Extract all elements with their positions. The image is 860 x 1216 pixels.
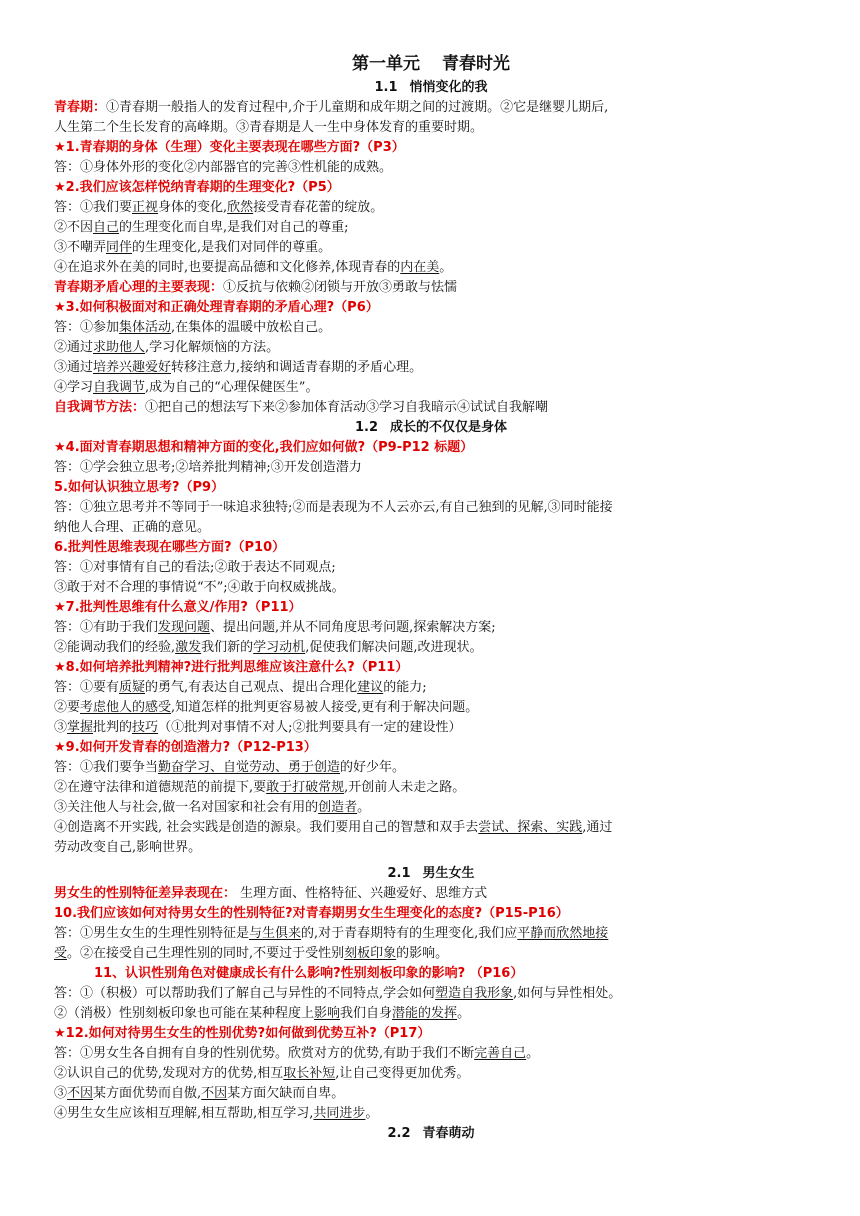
answer-9-line-1 (54, 758, 808, 778)
question-8: ★8.如何培养批判精神?进行批判思维应该注意什么?（P11） (54, 660, 409, 675)
text: 的勇气,有表达自己观点、提出合理化 (145, 680, 358, 695)
keyword: 同伴 (106, 240, 133, 255)
answer-7-line-2 (54, 638, 808, 658)
unit-title (54, 52, 808, 76)
question-11: 11、认识性别角色对健康成长有什么影响?性别刻板印象的影响? （P16） (94, 966, 524, 981)
question-9: ★9.如何开发青春的创造潜力?（P12-P13） (54, 740, 317, 755)
text: 转移注意力,接纳和调适青春期的矛盾心理。 (171, 360, 423, 375)
text: 。②在接受自己生理性别的同时,不要过于受性别 (67, 946, 345, 961)
text: ③ (54, 720, 68, 735)
question-3: ★3.如何积极面对和正确处理青春期的矛盾心理?（P6） (54, 300, 379, 315)
text: ②不因 (54, 220, 94, 235)
keyword: 质疑 (119, 680, 146, 695)
text: ,通过 (582, 820, 613, 835)
text: 答：①我们要 (54, 200, 133, 215)
text: 答：①有助于我们 (54, 620, 159, 635)
text: 某方面优势而自傲, (93, 1086, 202, 1101)
keyword: 正视 (132, 200, 159, 215)
answer-2-line-3 (54, 238, 808, 258)
keyword: 共同进步 (313, 1106, 366, 1121)
text: 的生理变化,是我们对同伴的尊重。 (132, 240, 332, 255)
text: ②要 (54, 700, 81, 715)
keyword: 内在美 (400, 260, 440, 275)
unit-name: 青春时光 (442, 54, 510, 74)
keyword: 求助他人 (93, 340, 146, 355)
keyword: 与生俱来 (249, 926, 302, 941)
text: ,学习化解烦恼的方法。 (145, 340, 280, 355)
text: ,让自己变得更加优秀。 (335, 1066, 470, 1081)
answer-5-line-1: 答：①独立思考并不等同于一味追求独特;②而是表现为不人云亦云,有自己独到的见解,③同时能接 (54, 500, 613, 515)
text: ,在集体的温暖中放松自己。 (171, 320, 332, 335)
section-heading-1-1 (54, 78, 808, 98)
text: 。 (526, 1046, 540, 1061)
question-4: ★4.面对青春期思想和精神方面的变化,我们应如何做?（P9-P12 标题） (54, 440, 474, 455)
text: ,知道怎样的批判更容易被人接受,更有利于解决问题。 (171, 700, 479, 715)
section-number: 2.1 (387, 866, 411, 881)
text: ④创造离不开实践, 社会实践是创造的源泉。我们要用自己的智慧和双手去 (54, 820, 479, 835)
summary-text: ①反抗与依赖②闭锁与开放③勇敢与怯懦 (223, 280, 458, 295)
answer-9-line-2 (54, 778, 808, 798)
contradiction-summary (54, 278, 808, 298)
answer-2-line-4 (54, 258, 808, 278)
text: 我们自身 (340, 1006, 393, 1021)
text: ,开创前人未走之路。 (344, 780, 466, 795)
answer-11-line-1 (54, 984, 808, 1004)
section-heading-2-1 (54, 864, 808, 884)
answer-10-line-1 (54, 924, 808, 944)
answer-6-line-1: 答：①对事情有自己的看法;②敢于表达不同观点; (54, 560, 336, 575)
answer-3-line-2 (54, 338, 808, 358)
keyword: 欣然 (227, 200, 254, 215)
section-heading-2-2 (54, 1124, 808, 1144)
answer-3-line-3 (54, 358, 808, 378)
answer-2-line-1 (54, 198, 808, 218)
keyword: 取长补短 (283, 1066, 336, 1081)
answer-8-line-3 (54, 718, 808, 738)
text: ③ (54, 1086, 68, 1101)
question-6: 6.批判性思维表现在哪些方面?（P10） (54, 540, 286, 555)
answer-1: 答：①身体外形的变化②内部器官的完善③性机能的成熟。 (54, 160, 393, 175)
keyword: 掌握 (67, 720, 94, 735)
text: 的生理变化而自卑,是我们对自己的尊重; (119, 220, 349, 235)
text: 答：①要有 (54, 680, 120, 695)
question-2: ★2.我们应该怎样悦纳青春期的生理变化?（P5） (54, 180, 340, 195)
text: （①批判对事情不对人;②批判要具有一定的建设性） (158, 720, 462, 735)
keyword: 敢于打破常规 (266, 780, 345, 795)
answer-12-line-1 (54, 1044, 808, 1064)
text: 、提出问题,并从不同角度思考问题,探索解决方案; (210, 620, 496, 635)
text: ,如何与异性相处。 (513, 986, 622, 1001)
section-name: 青春萌动 (422, 1126, 475, 1141)
answer-12-line-3 (54, 1084, 808, 1104)
keyword: 学习动机 (253, 640, 306, 655)
section-number: 2.2 (387, 1126, 411, 1141)
keyword: 技巧 (132, 720, 159, 735)
keyword: 影响 (314, 1006, 341, 1021)
question-10: 10.我们应该如何对待男女生的性别特征?对青春期男女生生理变化的态度?（P15-P16） (54, 906, 569, 921)
text: 的好少年。 (340, 760, 406, 775)
text: ③不嘲弄 (54, 240, 107, 255)
self-regulation-methods (54, 398, 808, 418)
answer-7-line-1 (54, 618, 808, 638)
question-1: ★1.青春期的身体（生理）变化主要表现在哪些方面?（P3） (54, 140, 405, 155)
keyword: 自己 (93, 220, 120, 235)
answer-3-line-1 (54, 318, 808, 338)
keyword: 不因 (201, 1086, 228, 1101)
summary-label: 青春期矛盾心理的主要表现： (54, 280, 224, 295)
gender-differences (54, 884, 808, 904)
answer-5-line-2: 纳他人合理、正确的意见。 (54, 520, 211, 535)
section-heading-1-2 (54, 418, 808, 438)
keyword: 塑造自我形象 (435, 986, 514, 1001)
section-number: 1.1 (374, 80, 398, 95)
text: 答：①参加 (54, 320, 120, 335)
text: 答：①（积极）可以帮助我们了解自己与异性的不同特点,学会如何 (54, 986, 436, 1001)
keyword: 发现问题 (158, 620, 211, 635)
definition-puberty (54, 98, 808, 118)
keyword: 勤奋学习、自觉劳动、勇于创造 (158, 760, 341, 775)
text: ④男生女生应该相互理解,相互帮助,相互学习, (54, 1106, 314, 1121)
text: 某方面欠缺而自卑。 (227, 1086, 345, 1101)
keyword: 不因 (67, 1086, 94, 1101)
answer-9-line-4 (54, 818, 808, 838)
text: ④在追求外在美的同时,也要提高品德和文化修养,体现青春的 (54, 260, 401, 275)
text: ④学习 (54, 380, 94, 395)
keyword: 集体活动 (119, 320, 172, 335)
answer-9-line-5: 劳动改变自己,影响世界。 (54, 840, 202, 855)
answer-4: 答：①学会独立思考;②培养批判精神;③开发创造潜力 (54, 460, 362, 475)
text: ,促使我们解决问题,改进现状。 (305, 640, 483, 655)
keyword: 受 (54, 946, 68, 961)
methods-text: ①把自己的想法写下来②参加体育活动③学习自我暗示④试试自我解嘲 (145, 400, 549, 415)
answer-8-line-2 (54, 698, 808, 718)
keyword: 创造者 (318, 800, 358, 815)
text: ②能调动我们的经验, (54, 640, 176, 655)
question-5: 5.如何认识独立思考?（P9） (54, 480, 225, 495)
answer-11-line-2 (54, 1004, 808, 1024)
question-12: ★12.如何对待男生女生的性别优势?如何做到优势互补?（P17） (54, 1026, 431, 1041)
text: ②通过 (54, 340, 94, 355)
text: ③关注他人与社会,做一名对国家和社会有用的 (54, 800, 319, 815)
text: ③通过 (54, 360, 94, 375)
keyword: 完善自己 (474, 1046, 527, 1061)
answer-3-line-4 (54, 378, 808, 398)
definition-label: 青春期： (54, 100, 107, 115)
text: ②认识自己的优势,发现对方的优势,相互 (54, 1066, 284, 1081)
text: 答：①男女生各自拥有自身的性别优势。欣赏对方的优势,有助于我们不断 (54, 1046, 475, 1061)
definition-text: ①青春期一般指人的发育过程中,介于儿童期和成年期之间的过渡期。②它是继婴儿期后, (106, 100, 609, 115)
differences-text: 生理方面、性格特征、兴趣爱好、思维方式 (236, 886, 488, 901)
answer-8-line-1 (54, 678, 808, 698)
section-name: 男生女生 (422, 866, 475, 881)
keyword: 潜能的发挥 (392, 1006, 458, 1021)
differences-label: 男女生的性别特征差异表现在： (54, 886, 237, 901)
text: ,成为自己的“心理保健医生”。 (145, 380, 319, 395)
text: 答：①我们要争当 (54, 760, 159, 775)
answer-12-line-4 (54, 1104, 808, 1124)
text: 。 (457, 1006, 471, 1021)
answer-6-line-2: ③敢于对不合理的事情说“不”;④敢于向权威挑战。 (54, 580, 345, 595)
text: ②在遵守法律和道德规范的前提下,要 (54, 780, 267, 795)
definition-puberty-cont: 人生第二个生长发育的高峰期。③青春期是人一生中身体发育的重要时期。 (54, 120, 484, 135)
section-name: 悄悄变化的我 (409, 80, 488, 95)
answer-2-line-2 (54, 218, 808, 238)
text: 的能力; (383, 680, 427, 695)
answer-10-line-2 (54, 944, 808, 964)
text: 的,对于青春期特有的生理变化,我们应 (301, 926, 518, 941)
answer-12-line-2 (54, 1064, 808, 1084)
keyword: 平静而欣然地接 (517, 926, 609, 941)
unit-label: 第一单元 (352, 54, 420, 74)
text: 。 (357, 800, 371, 815)
text: 。 (365, 1106, 379, 1121)
keyword: 培养兴趣爱好 (93, 360, 172, 375)
answer-9-line-3 (54, 798, 808, 818)
text: 的影响。 (396, 946, 449, 961)
keyword: 自我调节 (93, 380, 146, 395)
keyword: 考虑他人的感受 (80, 700, 172, 715)
keyword: 建议 (357, 680, 384, 695)
text: 我们新的 (201, 640, 254, 655)
text: 接受青春花蕾的绽放。 (253, 200, 384, 215)
text: 批判的 (93, 720, 133, 735)
keyword: 尝试、探索、实践 (478, 820, 583, 835)
text: 答：①男生女生的生理性别特征是 (54, 926, 250, 941)
question-7: ★7.批判性思维有什么意义/作用?（P11） (54, 600, 302, 615)
keyword: 激发 (175, 640, 202, 655)
text: 身体的变化, (158, 200, 228, 215)
section-name: 成长的不仅仅是身体 (390, 420, 508, 435)
text: ②（消极）性别刻板印象也可能在某种程度上 (54, 1006, 315, 1021)
text: 。 (439, 260, 453, 275)
methods-label: 自我调节方法： (54, 400, 146, 415)
section-number: 1.2 (354, 420, 378, 435)
keyword: 刻板印象 (344, 946, 397, 961)
